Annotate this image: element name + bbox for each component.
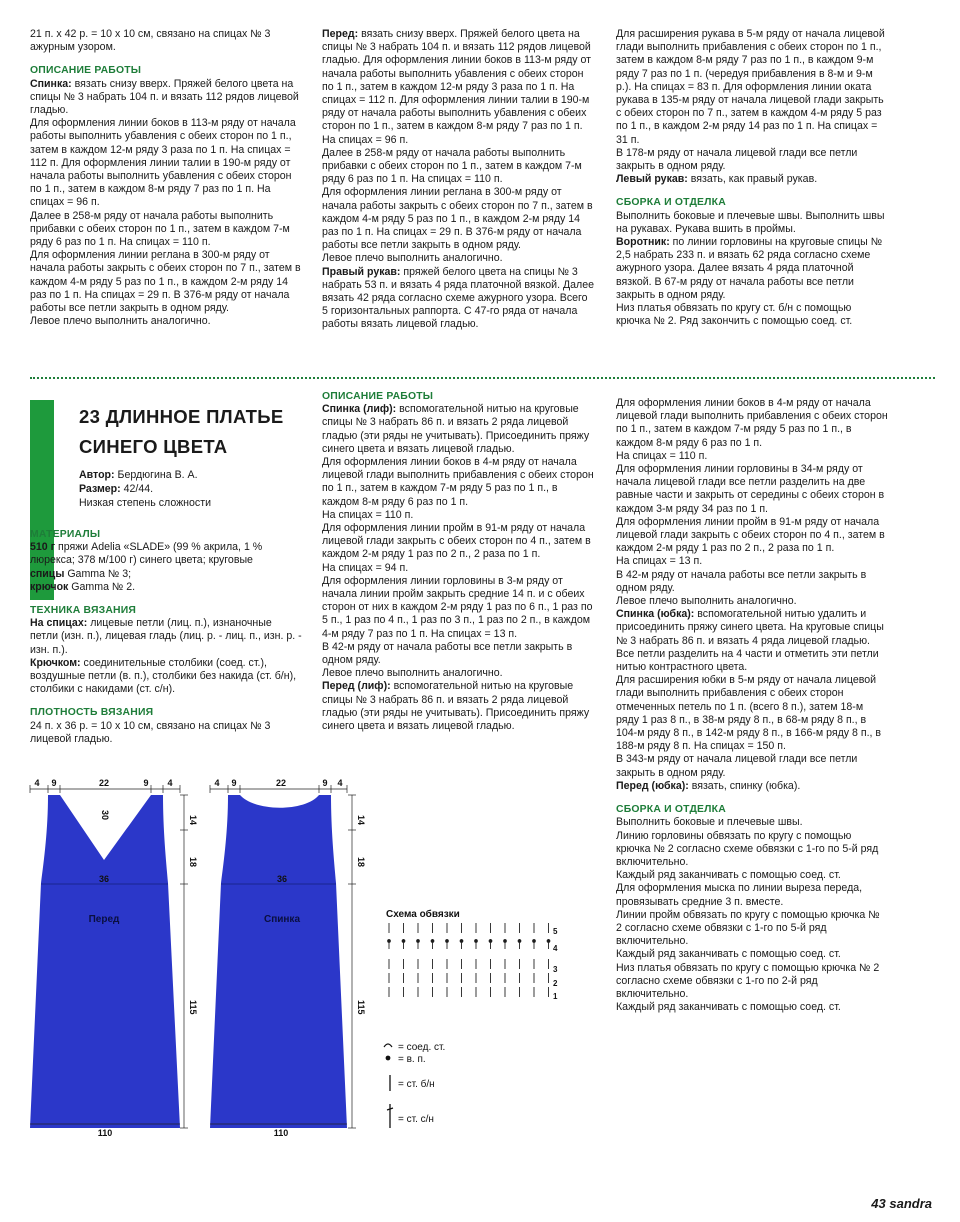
lead-term: спицы <box>30 567 65 580</box>
paragraph-text: Левое плечо выполнить аналогично. <box>30 315 211 328</box>
paragraph-text: На спицах = 13 п. <box>616 555 703 568</box>
back-dim-1: 9 <box>231 778 237 788</box>
legend-slip-stitch: = соед. ст. <box>398 1042 446 1053</box>
paragraph-text: пряжей белого цвета на спицы № 3 набрать 53 п. и вязать 4 ряда платочной вязкой. Далее вязать 42 ряда согласно схеме ажурного узора. Всего 5 горизонтальных раппорта. С 47-го ряда от начала работы вязать лицевой гладью. <box>322 265 594 331</box>
paragraph-text: Низ платья обвязать по кругу ст. б/н с помощью крючка № 2. Ряд закончить с помощью соед. ст. <box>616 302 853 328</box>
back-dim-7: 115 <box>356 1000 366 1015</box>
paragraph-text: Для оформления линии боков в 4-м ряду от начала лицевой глади выполнить прибавления с обеих сторон по 1 п., затем в каждом 7-м ряду 5 раз по 1 п., в каждом 8-м ряду 6 раз по 1 п. <box>616 397 888 449</box>
paragraph-text: Для расширения рукава в 5-м ряду от начала лицевой глади выполнить прибавления с обеих сторон по 1 п., затем в каждом 8-м ряду 7 раз по 1 п., в каждом 9-м ряду 7 раз по 1 п. (чередуя прибавления в 8-м и 9-м р.). На спицах = 83 п. Для оформления линии оката рукава в 135-м ряду от начала лицевой глади закрыть с обеих сторон по 7 п., затем в каждом 4-м ряду 5 раз по 1 п., в каждом 2-м ряду 14 раз по 1 п. На спицах = 31 п. <box>616 28 885 146</box>
size-line: Размер: 42/44. <box>79 483 154 495</box>
paragraph-text: Gamma № 3; <box>64 567 132 580</box>
front-pattern-piece <box>30 795 180 1128</box>
row-number-5: 5 <box>553 927 558 936</box>
lead-term: Перед: <box>322 28 359 40</box>
paragraph-text: Каждый ряд заканчивать с помощью соед. ст. <box>616 948 841 961</box>
lead-term: Крючком: <box>30 656 81 669</box>
front-dim-1: 9 <box>51 778 57 788</box>
difficulty-line: Низкая степень сложности <box>79 497 211 509</box>
paragraph-text: Левое плечо выполнить аналогично. <box>322 667 503 680</box>
front-dim-4: 4 <box>167 778 173 788</box>
paragraph-text: Для оформления линии горловины в 3-м ряду от начала линии пройм закрыть средние 14 п. и с обеих сторон от них в каждом 2-м ряду 1 раз по 6 п., 1 раз по 5 п., 1 раз по 4 п., 1 раз по 3 п., 1 раз по 2 п., в каждом 4-м ряду 7 раз по 1 п. На спицах = 13 п. <box>322 574 593 640</box>
paragraph-text: вязать, как правый рукав. <box>687 173 818 186</box>
front-label: Перед <box>88 914 120 925</box>
author-line: Автор: Бердюгина В. А. <box>79 469 198 481</box>
paragraph-text: На спицах = 110 п. <box>616 449 708 462</box>
paragraph-text: Выполнить боковые и плечевые швы. Выполнить швы на рукавах. Рукава вшить в проймы. <box>616 209 885 235</box>
paragraph-text: В 178-м ряду от начала лицевой глади все петли закрыть в одном ряду. <box>616 146 858 173</box>
back-dim-4: 4 <box>337 778 343 788</box>
paragraph-text: На спицах = 94 п. <box>322 561 409 574</box>
legend-single-crochet: = ст. б/н <box>398 1079 435 1090</box>
paragraph-text: Для оформления линии реглана в 300-м ряду от начала работы закрыть с обеих сторон по 7 п., затем в каждом 4-м ряду 5 раз по 1 п., в каждом 2-м ряду 14 раз по 1 п. На спицах = 29 п. В 376-м ряду от начала работы все петли закрыть в одном ряду. <box>322 186 593 252</box>
lead-term: Левый рукав: <box>616 173 688 186</box>
front-dim-3: 9 <box>143 778 149 788</box>
lead-term: Правый рукав: <box>322 265 401 278</box>
paragraph-text: Для оформления линии боков в 113-м ряду от начала работы выполнить убавления с обеих сторон по 1 п., затем в каждом 12-м ряду 3 раза по 1 п. На спицах = 112 п. Для оформления линии талии в 190-м ряду от начала работы выполнить убавления с обеих сторон по 1 п., затем в каждом 8-м ряду 7 раз по 1 п. На спицах = 96 п. <box>30 117 296 209</box>
lead-term: крючок <box>30 580 69 593</box>
back-dim-6: 18 <box>356 857 366 868</box>
title-line-2: СИНЕГО ЦВЕТА <box>79 436 228 457</box>
back-dim-0: 4 <box>214 778 220 788</box>
paragraph-text: В 42-м ряду от начала работы все петли закрыть в одном ряду. <box>322 640 573 667</box>
paragraph-text: Выполнить боковые и плечевые швы. <box>616 816 803 829</box>
legend-double-crochet: = ст. с/н <box>398 1114 434 1125</box>
paragraph-text: В 42-м ряду от начала работы все петли закрыть в одном ряду. <box>616 568 867 594</box>
row-number-2: 2 <box>553 979 558 988</box>
chain-symbol <box>386 1056 391 1061</box>
back-dim-9: 110 <box>273 1128 289 1138</box>
paragraph-text: вязать снизу вверх. Пряжей белого цвета на спицы № 3 набрать 104 п. и вязать 112 рядов лицевой гладью. Для оформления линии боков в 113-м ряду от начала работы выполнить убавления с обеих сторон по 1 п., затем в каждом 12-м ряду 3 раза по 1 п. На спицах = 112 п. Для оформления линии талии в 190-м ряду от начала работы выполнить убавления с обеих сторон по 1 п., затем в каждом 8-м ряду 7 раз по 1 п. На спицах = 96 п. <box>322 28 592 146</box>
front-dim-0: 4 <box>34 778 40 788</box>
back-dim-2: 22 <box>275 778 287 788</box>
paragraph-text: лицевые петли (лиц. п.), изнаночные петли (изн. п.), лицевая гладь (лиц. р. - лиц. п., изн. р. - изн. п.). <box>30 617 302 656</box>
back-dim-3: 9 <box>322 778 328 788</box>
section-heading: СБОРКА И ОТДЕЛКА <box>616 197 726 209</box>
paragraph-text: пряжи Adelia «SLADE» (99 % акрила, 1 % люрекса; 378 м/100 г) синего цвета; круговые <box>30 541 263 567</box>
paragraph-text: Для расширения юбки в 5-м ряду от начала лицевой глади выполнить прибавления с обеих сторон отмеченных петель по 1 п. (всего 8 п.), затем 18-м ряду 1 раз 8 п., в 38-м ряду 8 п., в 68-м ряду 8 п., в 104-м ряду 8 п., в 142-м ряду 8 п., в 166-м ряду 8 п., в 188-м ряду 8 п. На спицах = 150 п. <box>616 674 882 753</box>
back-pattern-piece <box>210 795 347 1128</box>
back-dim-8: 36 <box>276 874 288 884</box>
edging-scheme <box>384 908 558 1128</box>
paragraph-text: Левое плечо выполнить аналогично. <box>322 252 503 265</box>
paragraph-text: вязать, спинку (юбка). <box>688 779 801 792</box>
lead-term: На спицах: <box>30 617 88 630</box>
paragraph-text: Для оформления линии пройм в 91-м ряду от начала лицевой глади закрыть с обеих сторон по 4 п., затем в каждом 2-м ряду 1 раз по 2 п., 2 раза по 1 п. <box>322 522 591 561</box>
paragraph-text: Далее в 258-м ряду от начала работы выполнить прибавки с обеих сторон по 1 п., затем в каждом 7-м ряду 6 раз по 1 п. На спицах = 110 п. <box>322 146 582 186</box>
page-number: 43 <box>871 1196 886 1211</box>
paragraph-text: Для оформления мыска по линии выреза переда, провязывать средние 3 п. вместе. <box>616 882 863 908</box>
page-footer <box>871 1196 932 1211</box>
lead-term: Спинка (лиф): <box>322 403 397 416</box>
paragraph-text: Низ платья обвязать по кругу с помощью крючка № 2 согласно схеме обвязки с 1-го по 2-й ряд включительно. <box>616 961 880 1000</box>
paragraph-text: Для оформления линии пройм в 91-м ряду от начала лицевой глади закрыть с обеих сторон по 4 п., затем в каждом 2-м ряду 1 раз по 2 п., 2 раза по 1 п. <box>616 515 885 555</box>
front-dim-2: 22 <box>98 778 110 788</box>
section-heading: СБОРКА И ОТДЕЛКА <box>616 804 726 816</box>
lead-term: Спинка (юбка): <box>616 608 695 621</box>
front-dim-9: 36 <box>98 874 110 884</box>
paragraph-text: Каждый ряд заканчивать с помощью соед. ст. <box>616 1001 841 1014</box>
scheme-legend <box>384 1042 445 1128</box>
paragraph-text: Линию горловины обвязать по кругу с помощью крючка № 2 согласно схеме обвязки с 1-го по 5-й ряд включительно. <box>616 829 879 868</box>
row-number-3: 3 <box>553 965 558 974</box>
paragraph-text: Все петли разделить на 4 части и отметить эти петли нитью контрастного цвета. <box>616 647 879 674</box>
paragraph-text: Каждый ряд заканчивать с помощью соед. ст. <box>616 869 841 882</box>
paragraph-text: Далее в 258-м ряду от начала работы выполнить прибавки с обеих сторон по 1 п., затем в каждом 7-м ряду 6 раз по 1 п. На спицах = 110 п. <box>30 209 290 249</box>
lead-term: Спинка: <box>30 77 72 90</box>
back-dim-5: 14 <box>356 815 366 826</box>
lead-term: Перед (лиф): <box>322 680 391 693</box>
scheme-title: Схема обвязки <box>386 909 460 920</box>
paragraph-text: вязать снизу вверх. Пряжей белого цвета на спицы № 3 набрать 104 п. и вязать 112 рядов лицевой гладью. <box>30 77 299 117</box>
paragraph-text: 24 п. х 36 р. = 10 х 10 см, связано на спицах № 3 лицевой гладью. <box>30 719 271 745</box>
paragraph-text: вспомогательной нитью на круговые спицы № 3 набрать 86 п. и вязать 2 ряда лицевой гладью (эти ряды не учитывать). Присоединить пряжу синего цвета и вязать лицевой гладью. <box>322 403 590 455</box>
section-heading: ОПИСАНИЕ РАБОТЫ <box>322 391 434 402</box>
paragraph-text: В 343-м ряду от начала лицевой глади все петли закрыть в одном ряду. <box>616 753 858 779</box>
front-dim-6: 14 <box>188 815 198 826</box>
section-heading: ТЕХНИКА ВЯЗАНИЯ <box>30 605 137 617</box>
lead-term: Воротник: <box>616 236 670 249</box>
paragraph-text: вспомогательной нитью удалить и присоединить пряжу синего цвета. На круговые спицы № 3 набрать 86 п. и вязать 4 ряда лицевой гладью. <box>616 608 884 647</box>
paragraph-text: 21 п. х 42 р. = 10 х 10 см, связано на спицах № 3 ажурным узором. <box>30 28 271 54</box>
title-line-1: 23 ДЛИННОЕ ПЛАТЬЕ <box>79 406 284 427</box>
row-number-1: 1 <box>553 992 558 1001</box>
front-dim-10: 110 <box>97 1128 113 1138</box>
paragraph-text: соединительные столбики (соед. ст.), воздушные петли (в. п.), столбики без накида (ст. б/н), столбики с накидами (ст. с/н). <box>30 656 297 696</box>
front-dim-5: 30 <box>100 809 110 821</box>
paragraph-text: по линии горловины на круговые спицы № 2,5 набрать 233 п. и вязать 62 ряда согласно схеме ажурного узора. Далее вязать 4 ряда платочной вязкой. В 67-м ряду от начала работы все петли закрыть в одном ряду. <box>616 236 883 301</box>
front-dim-8: 115 <box>188 1000 198 1015</box>
paragraph-text: На спицах = 110 п. <box>322 508 414 521</box>
paragraph-text: Для оформления линии горловины в 34-м ряду от начала лицевой глади все петли разделить на две равные части и закрыть от середины с обеих сторон в каждом 3-м ряду 34 раз по 1 п. <box>616 463 885 515</box>
front-dim-7: 18 <box>188 857 198 868</box>
paragraph-text: Для оформления линии боков в 4-м ряду от начала лицевой глади выполнить прибавления с обеих сторон по 1 п., затем в каждом 7-м ряду 5 раз по 1 п., в каждом 8-м ряду 6 раз по 1 п. <box>322 456 594 508</box>
paragraph-text: Левое плечо выполнить аналогично. <box>616 595 797 608</box>
paragraph-text: Gamma № 2. <box>68 580 136 593</box>
magazine-brand: sandra <box>889 1196 932 1211</box>
lead-term: Перед (юбка): <box>616 779 689 792</box>
section-heading: МАТЕРИАЛЫ <box>30 529 101 540</box>
section-heading: ОПИСАНИЕ РАБОТЫ <box>30 65 142 77</box>
paragraph-text: вспомогательной нитью на круговые спицы № 3 набрать 86 п. и вязать 2 ряда лицевой гладью (эти ряды не учитывать). Присоединить пряжу синего цвета и вязать лицевой гладью. <box>322 680 590 733</box>
row-number-4: 4 <box>553 944 558 953</box>
paragraph-text: Линии пройм обвязать по кругу с помощью крючка № 2 согласно схеме обвязки с 1-го по 5-й ряд включительно. <box>616 908 880 948</box>
slip-stitch-symbol <box>384 1044 392 1047</box>
legend-chain: = в. п. <box>398 1054 426 1065</box>
section-heading: ПЛОТНОСТЬ ВЯЗАНИЯ <box>30 707 154 719</box>
back-label: Спинка <box>263 914 301 925</box>
lead-term: 510 г <box>30 541 56 554</box>
paragraph-text: Для оформления линии реглана в 300-м ряду от начала работы закрыть с обеих сторон по 7 п., затем в каждом 4-м ряду 5 раз по 1 п., в каждом 2-м ряду 14 раз по 1 п. На спицах = 29 п. В 376-м ряду от начала работы все петли закрыть в одном ряду. <box>30 249 301 315</box>
